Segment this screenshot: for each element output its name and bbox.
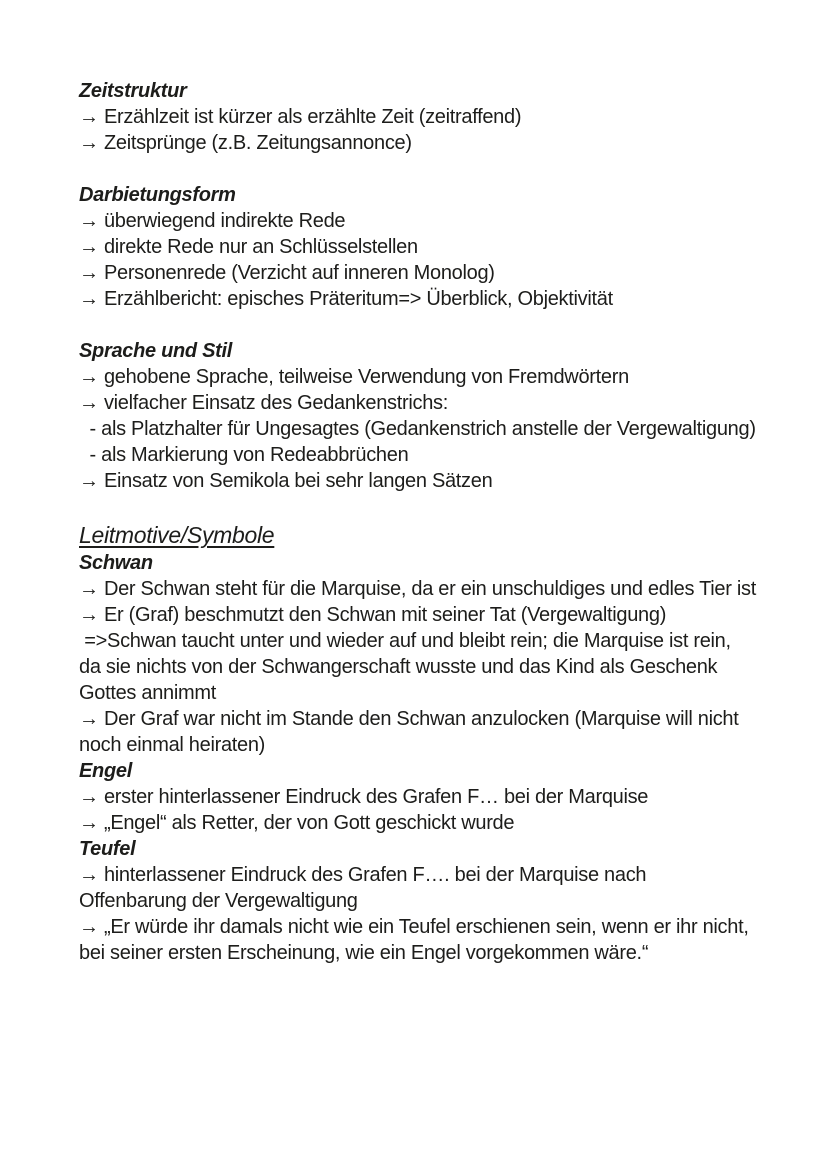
sub-bullet-line: - als Markierung von Redeabbrüchen (79, 444, 409, 466)
bullet-line: → Zeitsprünge (z.B. Zeitungsannonce) (79, 132, 412, 154)
subsection-engel (79, 758, 757, 836)
section-heading-sprache-und-stil: Sprache und Stil (79, 340, 233, 362)
section-darbietungsform (79, 182, 757, 312)
bullet-line: → erster hinterlassener Eindruck des Grafen F… bei der Marquise (79, 786, 649, 808)
bullet-line: → Der Graf war nicht im Stande den Schwan anzulocken (Marquise will nicht noch einmal heiraten) (79, 708, 744, 756)
subsection-teufel (79, 836, 757, 966)
subsection-heading-teufel: Teufel (79, 838, 136, 860)
bullet-line: → Erzählbericht: episches Präteritum=> Überblick, Objektivität (79, 288, 613, 310)
bullet-line: → hinterlassener Eindruck des Grafen F…. bei der Marquise nach Offenbarung der Vergewaltigung (79, 864, 652, 912)
bullet-line: → gehobene Sprache, teilweise Verwendung von Fremdwörtern (79, 366, 629, 388)
bullet-line: → vielfacher Einsatz des Gedankenstrichs: (79, 392, 448, 414)
section-zeitstruktur (79, 78, 757, 156)
bullet-line: → Er (Graf) beschmutzt den Schwan mit seiner Tat (Vergewaltigung) (79, 604, 667, 626)
section-sprache-und-stil (79, 338, 757, 494)
section-heading-zeitstruktur: Zeitstruktur (79, 80, 187, 102)
subsection-heading-schwan: Schwan (79, 552, 153, 574)
section-heading-darbietungsform: Darbietungsform (79, 184, 236, 206)
bullet-line: → Einsatz von Semikola bei sehr langen Sätzen (79, 470, 493, 492)
bullet-line: → Erzählzeit ist kürzer als erzählte Zeit (zeitraffend) (79, 106, 522, 128)
bullet-line: → Der Schwan steht für die Marquise, da er ein unschuldiges und edles Tier ist (79, 578, 756, 600)
section-leitmotive-symbole (79, 520, 757, 966)
bullet-line: → direkte Rede nur an Schlüsselstellen (79, 236, 418, 258)
bullet-line: → überwiegend indirekte Rede (79, 210, 346, 232)
bullet-line: → „Engel“ als Retter, der von Gott geschickt wurde (79, 812, 515, 834)
subsection-schwan (79, 550, 757, 758)
sub-bullet-line: - als Platzhalter für Ungesagtes (Gedankenstrich anstelle der Vergewaltigung) (79, 418, 756, 440)
bullet-line: → Personenrede (Verzicht auf inneren Monolog) (79, 262, 495, 284)
sub-bullet-line: =>Schwan taucht unter und wieder auf und bleibt rein; die Marquise ist rein, da sie nichts von der Schwangerschaft wusste und das Kind als Geschenk Gottes annimmt (79, 630, 737, 704)
subsection-heading-engel: Engel (79, 760, 132, 782)
quote-bullet-line: → „Er würde ihr damals nicht wie ein Teufel erschienen sein, wenn er ihr nicht, bei seiner ersten Erscheinung, wie ein Engel vorgekommen wäre.“ (79, 916, 754, 964)
notes-content (79, 78, 757, 966)
section-heading-leitmotive-symbole: Leitmotive/Symbole (79, 522, 275, 548)
